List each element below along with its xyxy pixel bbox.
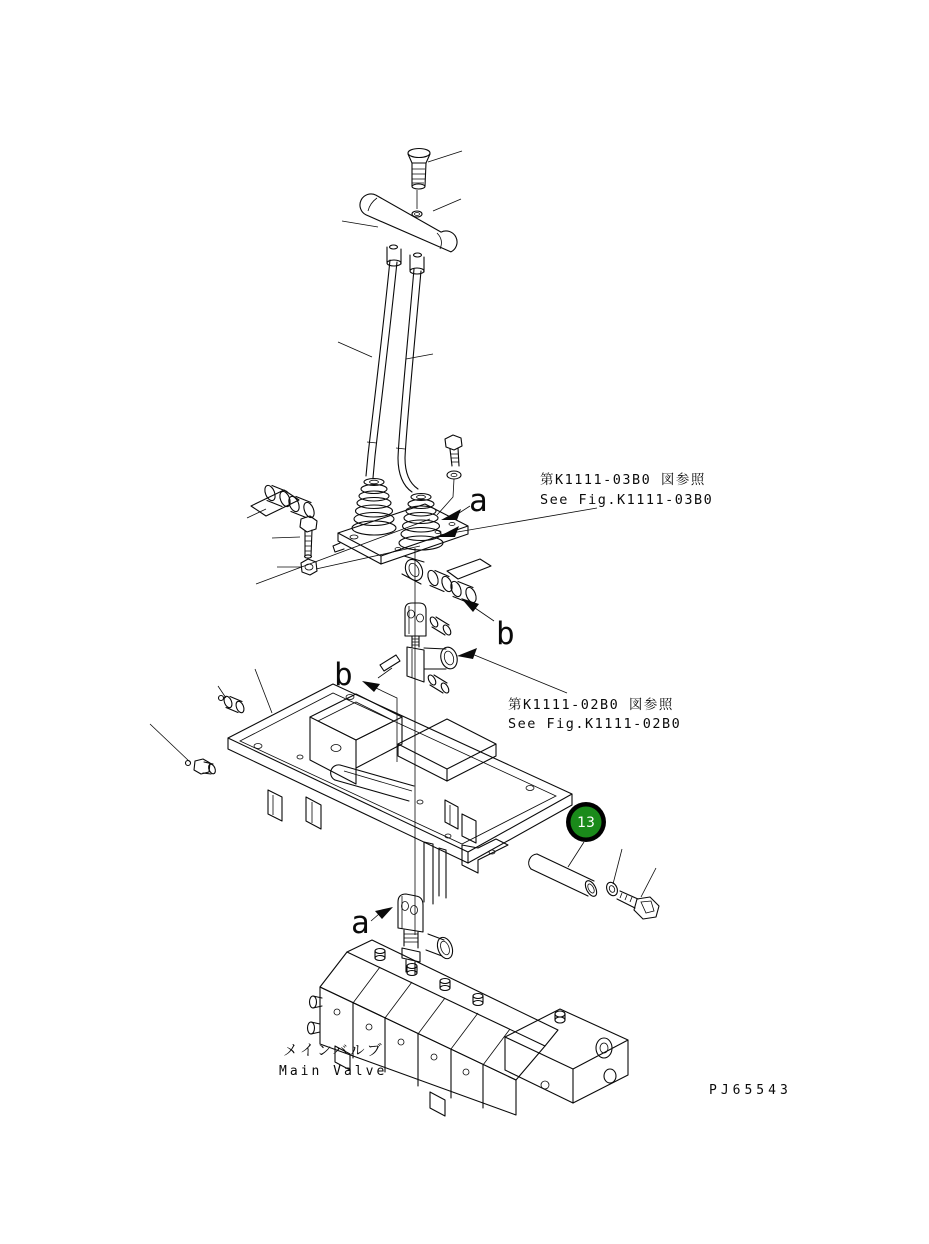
bushing-pair-b — [426, 559, 491, 604]
reference-fig-k1111-02b0 — [508, 697, 681, 732]
view-a-arrow-icon-bottom — [375, 907, 393, 919]
view-b-annotation-right — [461, 598, 515, 652]
bolt-left — [272, 516, 317, 558]
universal-joint-assembly — [378, 603, 567, 694]
grease-fitting-lower — [150, 724, 217, 775]
lever-knob-handle — [360, 194, 457, 274]
part-13-balloon[interactable] — [566, 802, 606, 867]
plate-boss-cylinder — [402, 556, 426, 584]
main-valve-label-jp: メインバルブ — [283, 1041, 384, 1059]
flat-head-screw — [408, 149, 430, 210]
view-a-annotation-bottom — [351, 905, 393, 941]
joint-arrow-icon — [457, 648, 477, 659]
main-valve-label-en: Main Valve — [279, 1064, 388, 1079]
lever-boot-bellows-right — [399, 494, 443, 551]
reference-1-jp: 第K1111-03B0 図参照 — [540, 472, 706, 488]
assembly-leader-lines-left — [256, 519, 430, 584]
view-b-label-right: b — [496, 616, 515, 652]
lever-pin — [529, 854, 599, 898]
view-a-label-top: a — [469, 483, 488, 519]
pin-washer — [605, 849, 622, 897]
control-rods — [338, 245, 433, 492]
valve-clevis-link — [398, 842, 455, 974]
view-b-arrow-icon-left — [362, 681, 380, 692]
reference-fig-k1111-03b0 — [540, 472, 713, 508]
reference-2-en: See Fig.K1111-02B0 — [508, 716, 682, 732]
view-a-label-bottom: a — [351, 905, 370, 941]
nut-left — [277, 559, 317, 575]
callout-lines-top — [342, 151, 462, 227]
main-valve-label — [279, 1041, 387, 1079]
view-b-label-left: b — [334, 657, 353, 693]
main-valve-block — [308, 940, 629, 1116]
drawing-number: PJ65543 — [709, 1083, 792, 1098]
balloon-number: 13 — [577, 815, 595, 831]
grease-fitting-upper — [218, 669, 272, 714]
bolt-washer-right — [437, 435, 462, 515]
reference-1-en: See Fig.K1111-03B0 — [540, 492, 714, 508]
bushing-pair-left — [247, 484, 316, 519]
pin-bolt — [617, 868, 659, 919]
view-a-arrow-icon — [441, 509, 461, 520]
reference-2-jp: 第K1111-02B0 図参照 — [508, 697, 674, 713]
